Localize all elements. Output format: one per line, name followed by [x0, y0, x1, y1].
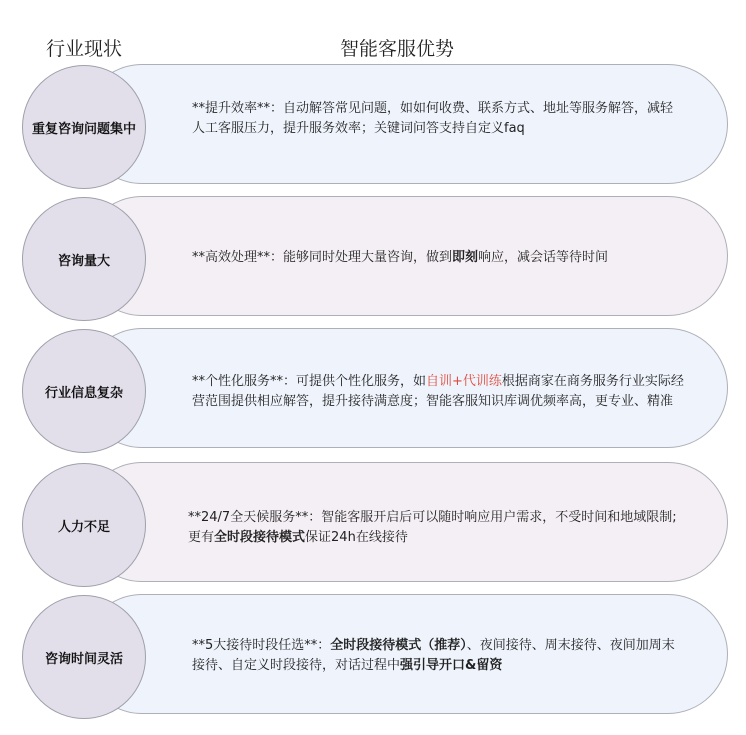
problem-circle — [22, 329, 146, 453]
desc-bold-text: 全时段接待模式 — [214, 530, 306, 545]
comparison-row-2 — [22, 196, 730, 320]
desc-line — [192, 656, 727, 676]
comparison-row-3 — [22, 328, 730, 452]
comparison-row-5 — [22, 594, 730, 718]
desc-text: **5大接待时段任选**： — [192, 638, 331, 653]
advantage-description — [192, 372, 727, 412]
desc-line: 营范围提供相应解答，提升接待满意度；智能客服知识库调优频率高，更专业、精准 — [192, 394, 674, 409]
desc-line — [192, 636, 727, 656]
header-ai-advantages: 智能客服优势 — [340, 38, 455, 60]
desc-text: 更有 — [188, 530, 215, 545]
desc-line — [192, 248, 727, 268]
desc-text: 保证24h在线接待 — [305, 530, 408, 545]
desc-text: 响应，减会话等待时间 — [478, 250, 609, 265]
desc-text: 根据商家在商务服务行业实际经 — [501, 374, 684, 389]
problem-label: 人力不足 — [57, 519, 110, 535]
advantage-description — [188, 508, 723, 548]
desc-line: 人工客服压力，提升服务效率；关键词问答支持自定义faq — [192, 121, 525, 136]
desc-text: **个性化服务**：可提供个性化服务，如 — [192, 374, 427, 389]
header-industry-status: 行业现状 — [46, 38, 123, 60]
desc-line: **提升效率**：自动解答常见问题，如如何收费、联系方式、地址等服务解答，减轻 — [192, 101, 674, 116]
desc-highlight-text: 自训+代训练 — [426, 374, 502, 389]
desc-text: **高效处理**：能够同时处理大量咨询，做到 — [192, 250, 453, 265]
problem-circle — [22, 197, 146, 321]
desc-line — [192, 372, 727, 392]
comparison-row-1 — [22, 64, 730, 188]
desc-bold-text: 全时段接待模式（推荐） — [330, 638, 467, 653]
desc-line — [188, 528, 723, 548]
comparison-row-4 — [22, 462, 730, 586]
desc-line: **24/7全天候服务**：智能客服开启后可以随时响应用户需求，不受时间和地域限制; — [188, 510, 677, 525]
problem-label: 行业信息复杂 — [44, 385, 123, 401]
advantage-description — [192, 636, 727, 676]
advantage-description — [192, 99, 727, 139]
desc-text: 、夜间接待、周末接待、夜间加周末 — [466, 638, 675, 653]
problem-label: 咨询时间灵活 — [44, 651, 123, 667]
problem-circle — [22, 65, 146, 189]
desc-bold-text: 即刻 — [452, 250, 479, 265]
desc-text: 接待、自定义时段接待，对话过程中 — [192, 658, 401, 673]
problem-circle — [22, 463, 146, 587]
problem-label: 重复咨询问题集中 — [31, 121, 136, 137]
advantage-description — [192, 248, 727, 268]
problem-label: 咨询量大 — [57, 253, 110, 269]
problem-circle — [22, 595, 146, 719]
desc-bold-text: 强引导开口&留资 — [400, 658, 503, 673]
